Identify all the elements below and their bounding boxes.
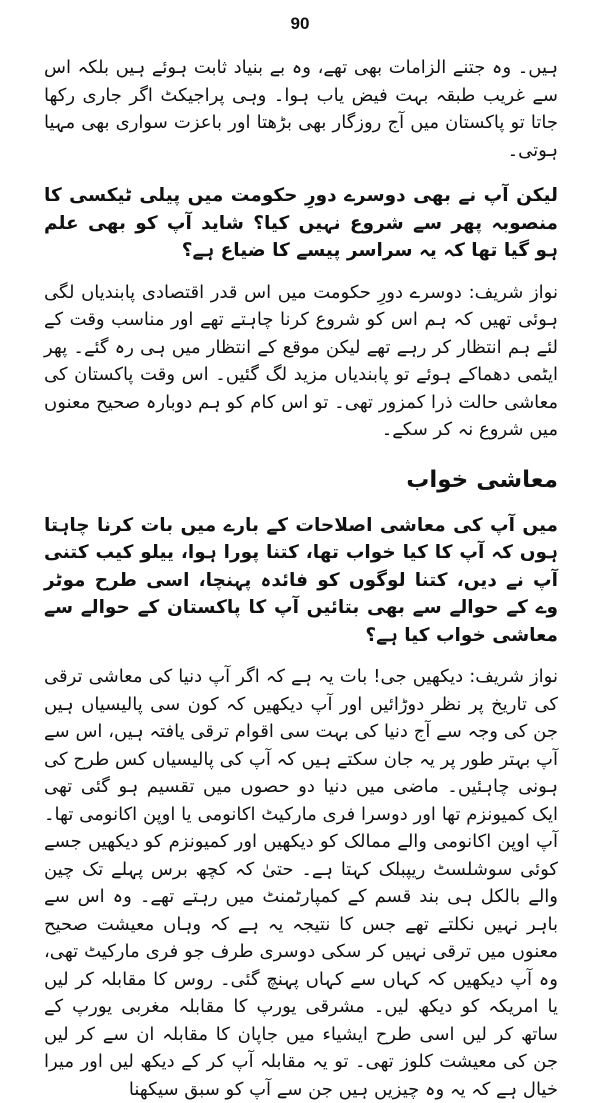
spacer — [44, 444, 558, 462]
answer-text: دوسرے دورِ حکومت میں اس قدر اقتصادی پابندیاں لگی ہوئی تھیں کہ ہم اس کو شروع کرنا چاہتے تھے اور مناسب وقت کے لئے ہم انتظار کر رہے تھے لیکن موقع کے انتظار میں ہی رہ گئے۔ پھر ایٹمی دھماکے ہوئے تو پابندیاں مزید لگ گئیں۔ اس وقت پاکستان کی معاشی حالت ذرا کمزور تھی۔ تو اس کام کو ہم دوبارہ صحیح معنوں میں شروع نہ کر سکے۔ — [44, 281, 558, 440]
interview-question: میں آپ کی معاشی اصلاحات کے بارے میں بات کرنا چاہتا ہوں کہ آپ کا کیا خواب تھا، کتنا پورا ہوا، ییلو کیب کتنی آپ نے دیں، کتنا لوگوں کو فائدہ پہنچا، اسی طرح موٹر وے کے حوالے سے بھی بتائیں آپ کا پاکستان کے حوالے سے معاشی خواب کیا ہے؟ — [44, 514, 558, 646]
spacer — [44, 265, 558, 279]
spacer — [44, 649, 558, 663]
page-number: 90 — [290, 14, 310, 33]
answer-text: دیکھیں جی! بات یہ ہے کہ اگر آپ دنیا کی معاشی ترقی کی تاریخ پر نظر دوڑائیں اور آپ دیکھیں کہ کون سی پالیسیاں ہیں جن کی وجہ سے آج دنیا کی بہت سی اقوام ترقی یافتہ ہیں، اس سے آپ بہتر طور پر یہ جان سکتے ہیں کہ آپ کی پالیسیاں کس طرح کی ہونی چاہئیں۔ ماضی میں دنیا دو حصوں میں تقسیم ہو گئی تھی ایک کمیونزم تھا اور دوسرا فری مارکیٹ اکانومی یا اوپن اکانومی تھا۔ آپ اوپن اکانومی والے ممالک کو دیکھیں اور کمیونزم کو دیکھیں جسے کوئی سوشلسٹ ریپبلک کہتا ہے۔ حتیٰ کہ کچھ برس پہلے تک چین والے بالکل ہی بند قسم کے کمپارٹمنٹ میں رہتے تھے۔ وہ اس سے باہر نہیں نکلتے تھے جس کا نتیجہ یہ ہے کہ وہاں معیشت صحیح معنوں میں ترقی نہیں کر سکی دوسری طرف جو فری مارکیٹ تھی، وہ آپ دیکھیں کہ کہاں سے کہاں پہنچ گئی۔ روس کا مقابلہ کر لیں یا امریکہ کو دیکھ لیں۔ مشرقی یورپ کا مقابلہ مغربی یورپ کے ساتھ کر لیں اسی طرح ایشیاء میں جاپان کا مقابلہ ان سے کر لیں جن کی معیشت کلوز تھی۔ تو یہ مقابلہ آپ کر کے دیکھ لیں اور میرا خیال ہے کہ یہ وہ چیزیں ہیں جن سے آپ کو سبق سیکھنا — [44, 666, 558, 1100]
speaker-name: نواز شریف: — [469, 666, 558, 687]
section-heading: معاشی خواب — [406, 466, 558, 493]
interview-question: لیکن آپ نے بھی دوسرے دورِ حکومت میں پیلی ٹیکسی کا منصوبہ پھر سے شروع نہیں کیا؟ شاید آپ کو بھی علم ہو گیا تھا کہ یہ سراسر پیسے کا ضیاع ہے؟ — [44, 185, 558, 261]
page-content — [44, 54, 558, 1103]
speaker-name: نواز شریف: — [468, 281, 558, 303]
paragraph-previous-answer-continuation: ہیں۔ وہ جتنے الزامات بھی تھے، وہ بے بنیاد ثابت ہوئے ہیں بلکہ اس سے غریب طبقہ بہت فیض یاب ہوا۔ وہی پراجیکٹ اگر جاری رکھا جاتا تو پاکستان میں آج روزگار بھی بڑھتا اور باعزت سواری بھی مہیا ہوتی۔ — [44, 57, 558, 161]
interview-answer — [44, 279, 558, 444]
interview-answer — [44, 663, 558, 1103]
spacer — [44, 498, 558, 512]
spacer — [44, 164, 558, 182]
